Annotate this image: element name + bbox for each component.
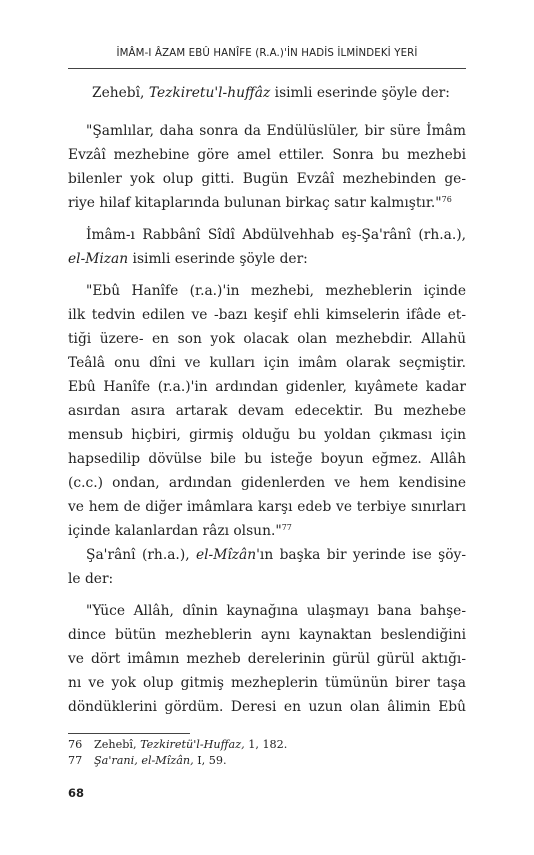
text-line: ve hem de diğer imâmlara karşı edeb ve terbiye sınırları xyxy=(68,499,466,515)
text-line: Ebû Hanîfe (r.a.)'in ardından gidenler, kıyâmete kadar xyxy=(68,379,466,395)
footnote-number: 76 xyxy=(68,738,83,751)
text-line: İmâm-ı Rabbânî Sîdî Abdülvehhab eş-Şa'rânî (rh.a.), xyxy=(86,227,466,243)
text-line: nı ve yok olup gitmiş mezheplerin tümünün birer taşa xyxy=(68,675,466,691)
text-line: mensub hiçbiri, girmiş olduğu bu yoldan çıkması için xyxy=(68,427,466,443)
text-line: (c.c.) ondan, ardından gidenlerden ve hem kendisine xyxy=(68,475,466,491)
text-line: Zehebî, Tezkiretu'l-huffâz isimli eserinde şöyle der: xyxy=(92,85,450,101)
running-header: İMÂM-I ÂZAM EBÛ HANÎFE (R.A.)'İN HADİS İLMİNDEKİ YERİ xyxy=(116,48,418,59)
text-line: tiği üzere- en son yok olacak olan mezhebdir. Allahü xyxy=(68,331,466,347)
text-line: Teâlâ onu dîni ve kulları için imâm olarak seçmiştir. xyxy=(68,355,466,371)
footnote-number: 77 xyxy=(68,754,83,767)
text-line: ve dört imâmın mezheb derelerinin gürül gürül aktığı- xyxy=(68,651,466,667)
text-line: riye hilaf kitaplarında bulunan birkaç satır kalmıştır."$^{76}$ xyxy=(68,195,452,211)
text-line: asırdan asıra artarak devam edecektir. Bu mezhebe xyxy=(68,403,466,419)
footnote-ref-76: 76 xyxy=(441,195,452,204)
text-line: dince bütün mezheblerin aynı kaynaktan beslendiğini xyxy=(68,627,466,643)
text-line: le der: xyxy=(68,571,114,587)
text-line: "Şamlılar, daha sonra da Endülüslüler, bir süre İmâm xyxy=(86,123,466,139)
text-line: Evzâî mezhebine göre amel ettiler. Sonra bu mezhebi xyxy=(68,147,466,163)
text-line: bilenler yok olup gitti. Bugün Evzâî mezhebinden ge- xyxy=(68,171,466,187)
header-rule xyxy=(68,68,466,69)
text-line: döndüklerini gördüm. Deresi en uzun olan âlimin Ebû xyxy=(68,699,466,715)
text-line: hapsedilip dövülse bile bu isteğe boyun eğmez. Allâh xyxy=(68,451,466,467)
text-line: Şa'rânî (rh.a.), el-Mîzân'ın başka bir yerinde ise şöy- xyxy=(86,547,466,563)
text-line: el-Mizan isimli eserinde şöyle der: xyxy=(68,251,308,267)
footnotes xyxy=(68,737,466,769)
footnote-ref-77: 77 xyxy=(281,523,292,532)
footnote-76: 76 Zehebî, Tezkiretü'l-Huffaz, 1, 182. xyxy=(68,738,288,751)
text-line: ilk tedvin edilen ve -bazı keşif ehli kimselerin ifâde et- xyxy=(68,307,466,323)
text-line: "Ebû Hanîfe (r.a.)'in mezhebi, mezheblerin içinde xyxy=(86,283,466,299)
text-line: içinde kalanlardan râzı olsun."$^{77}$ xyxy=(68,523,292,539)
footnote-77: 77 Şa'rani, el-Mîzân, I, 59. xyxy=(68,754,227,767)
page-number: 68 xyxy=(68,786,85,800)
text-line: "Yüce Allâh, dînin kaynağına ulaşmayı bana bahşe- xyxy=(86,603,466,619)
footnote-rule xyxy=(68,733,190,734)
